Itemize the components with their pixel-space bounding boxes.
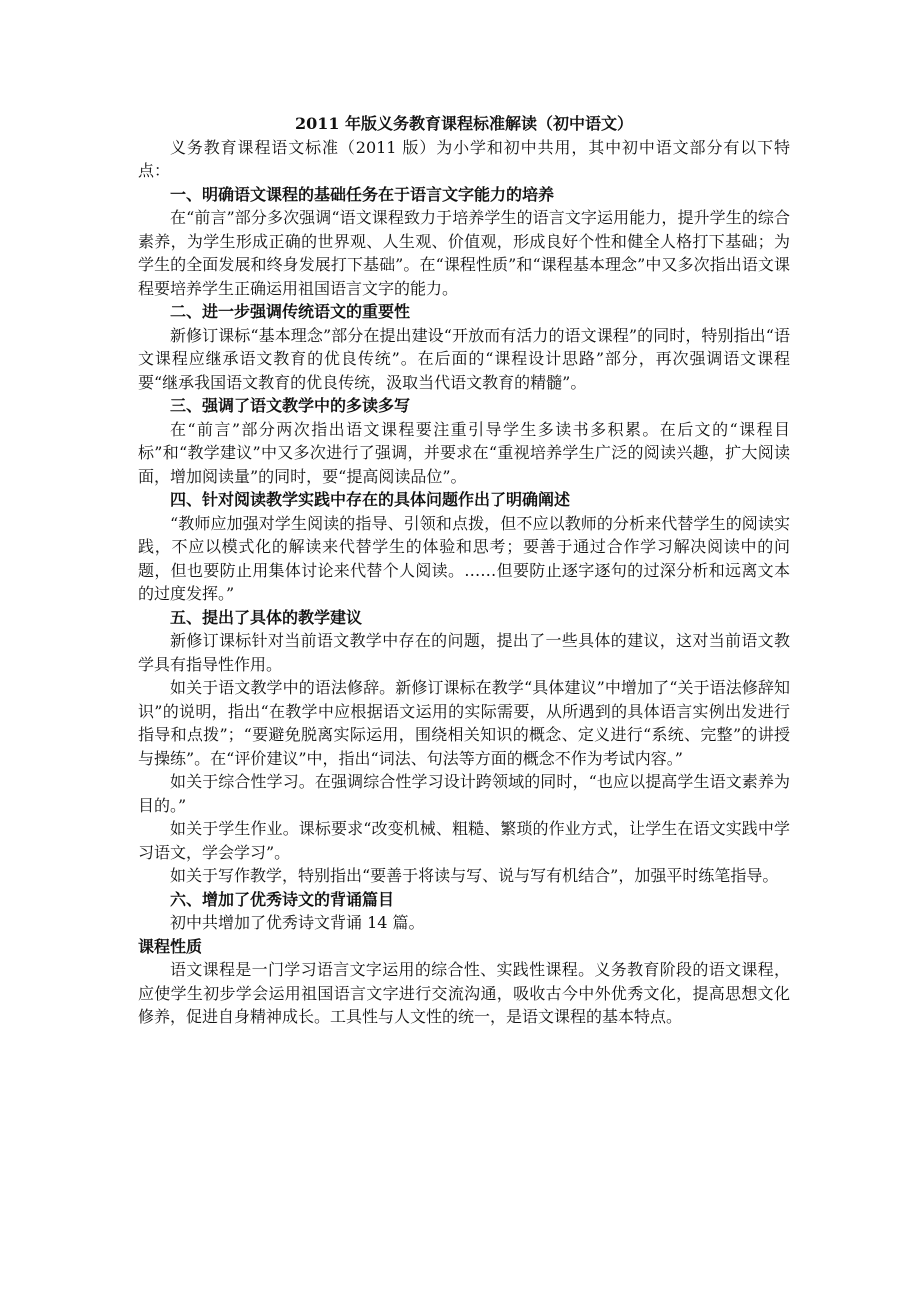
section-2-paragraph: 新修订课标“基本理念”部分在提出建设“开放而有活力的语文课程”的同时，特别指出“语文课程应继承语文教育的优良传统”。在后面的“课程设计思路”部分，再次强调语文课程要“继承我国语文教育的优良传统，汲取当代语文教育的精髓”。 [138, 325, 790, 392]
section-3-paragraph: 在“前言”部分两次指出语文课程要注重引导学生多读书多积累。在后文的“课程目标”和“教学建议”中又多次进行了强调，并要求在“重视培养学生广泛的阅读兴趣，扩大阅读面，增加阅读量”的同时，要“提高阅读品位”。 [138, 419, 790, 486]
section-4-paragraph: “教师应加强对学生阅读的指导、引领和点拨，但不应以教师的分析来代替学生的阅读实践，不应以模式化的解读来代替学生的体验和思考；要善于通过合作学习解决阅读中的问题，但也要防止用集体讨论来代替个人阅读。……但要防止逐字逐句的过深分析和远离文本的过度发挥。” [138, 513, 790, 603]
section-5-heading: 五、提出了具体的教学建议 [170, 607, 363, 627]
document-page [138, 112, 790, 1029]
section-4-heading: 四、针对阅读教学实践中存在的具体问题作出了明确阐述 [170, 490, 571, 509]
section-5-paragraph-5: 如关于写作教学，特别指出“要善于将读与写、说与写有机结合”，加强平时练笔指导。 [170, 866, 779, 885]
section-6-paragraph: 初中共增加了优秀诗文背诵 14 篇。 [170, 913, 425, 932]
section-7-heading: 课程性质 [138, 936, 203, 956]
section-5-paragraph-1: 新修订课标针对当前语文教学中存在的问题，提出了一些具体的建议，这对当前语文教学具有指导性作用。 [138, 631, 790, 674]
document-title: 2011 年版义务教育课程标准解读（初中语文） [294, 114, 634, 133]
section-2-heading: 二、进一步强调传统语文的重要性 [170, 302, 411, 321]
section-5-paragraph-3: 如关于综合性学习。在强调综合性学习设计跨领域的同时，“也应以提高学生语文素养为目的。” [138, 772, 790, 815]
section-6-heading: 六、增加了优秀诗文的背诵篇目 [170, 889, 395, 909]
section-7-paragraph: 语文课程是一门学习语言文字运用的综合性、实践性课程。义务教育阶段的语文课程，应使学生初步学会运用祖国语言文字进行交流沟通，吸收古今中外优秀文化，提高思想文化修养，促进自身精神成长。工具性与人文性的统一，是语文课程的基本特点。 [138, 960, 790, 1026]
section-5-paragraph-4: 如关于学生作业。课标要求“改变机械、粗糙、繁琐的作业方式，让学生在语文实践中学习语文，学会学习”。 [138, 819, 790, 862]
section-1-paragraph: 在“前言”部分多次强调“语文课程致力于培养学生的语言文字运用能力，提升学生的综合素养，为学生形成正确的世界观、人生观、价值观，形成良好个性和健全人格打下基础；为学生的全面发展和终身发展打下基础”。在“课程性质”和“课程基本理念”中又多次指出语文课程要培养学生正确运用祖国语言文字的能力。 [138, 208, 790, 298]
section-1-heading: 一、明确语文课程的基础任务在于语言文字能力的培养 [170, 184, 555, 204]
section-3-heading: 三、强调了语文教学中的多读多写 [170, 396, 411, 415]
section-5-paragraph-2: 如关于语文教学中的语法修辞。新修订课标在教学“具体建议”中增加了“关于语法修辞知识”的说明，指出“在教学中应根据语文运用的实际需要，从所遇到的具体语言实例出发进行指导和点拨”；“要避免脱离实际运用，围绕相关知识的概念、定义进行“系统、完整”的讲授与操练”。在“评价建议”中，指出“词法、句法等方面的概念不作为考试内容。” [138, 678, 790, 768]
intro-paragraph: 义务教育课程语文标准（2011 版）为小学和初中共用，其中初中语文部分有以下特点： [138, 137, 790, 180]
